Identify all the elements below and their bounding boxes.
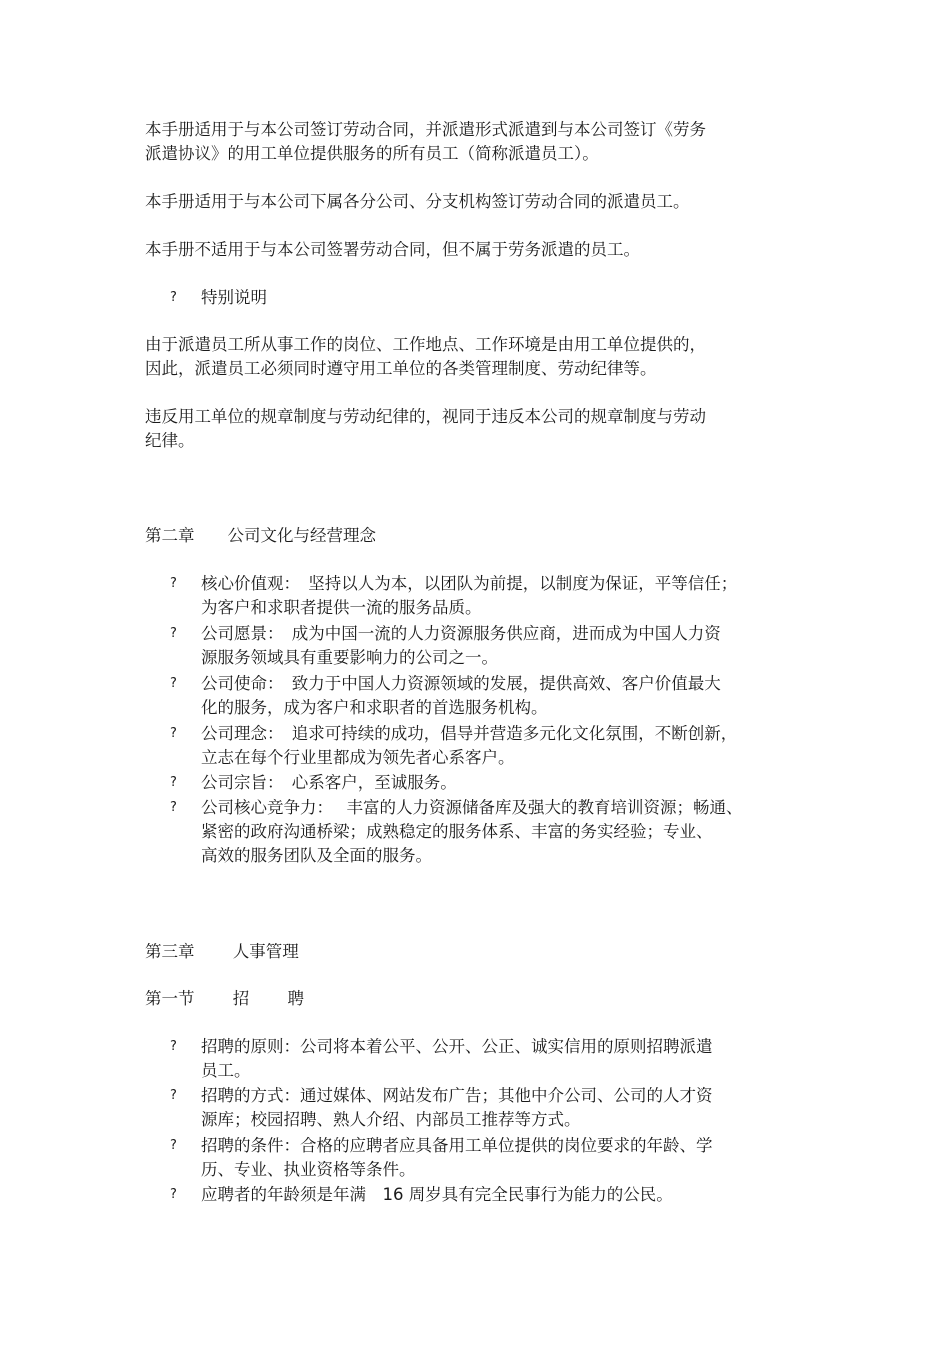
bullet-marker: ? <box>170 290 177 305</box>
scope-paragraph-3: 本手册不适用于与本公司签署劳动合同，但不属于劳务派遣的员工。 <box>145 240 640 259</box>
bullet-marker: ? <box>170 800 177 815</box>
chapter-2-title: 第二章 公司文化与经营理念 <box>145 526 376 545</box>
bullet-marker: ? <box>170 1138 177 1153</box>
bullet-marker: ? <box>170 1039 177 1054</box>
culture-item-text: 公司核心竞争力： 丰富的人力资源储备库及强大的教育培训资源；畅通、 紧密的政府沟通桥梁；成熟稳定的服务体系、丰富的务实经验；专业、 高效的服务团队及全面的服务。 <box>201 798 743 865</box>
bullet-marker: ? <box>170 1088 177 1103</box>
culture-item-text: 公司理念： 追求可持续的成功，倡导并营造多元化文化氛围，不断创新， 立志在每个行业里都成为领先者心系客户。 <box>201 724 738 767</box>
culture-item-text: 核心价值观： 坚持以人为本，以团队为前提，以制度为保证，平等信任； 为客户和求职者提供一流的服务品质。 <box>201 574 738 617</box>
section-title: 第一节 招 聘 <box>145 989 304 1008</box>
bullet-marker: ? <box>170 775 177 790</box>
bullet-marker: ? <box>170 676 177 691</box>
scope-paragraph-1: 本手册适用于与本公司签订劳动合同，并派遣形式派遣到与本公司签订《劳务 派遣协议》的用工单位提供服务的所有员工（简称派遣员工）。 <box>145 120 706 163</box>
bullet-marker: ? <box>170 1187 177 1202</box>
recruitment-item-text: 应聘者的年龄须是年满 16 周岁具有完全民事行为能力的公民。 <box>201 1185 673 1204</box>
culture-item-text: 公司宗旨： 心系客户，至诚服务。 <box>201 773 457 792</box>
scope-paragraph-2: 本手册适用于与本公司下属各分公司、分支机构签订劳动合同的派遣员工。 <box>145 192 690 211</box>
culture-item-text: 公司使命： 致力于中国人力资源领域的发展，提供高效、客户价值最大 化的服务，成为客户和求职者的首选服务机构。 <box>201 674 721 717</box>
culture-item-text: 公司愿景： 成为中国一流的人力资源服务供应商，进而成为中国人力资 源服务领域具有重要影响力的公司之一。 <box>201 624 721 667</box>
chapter-3-title: 第三章 人事管理 <box>145 942 299 961</box>
bullet-marker: ? <box>170 726 177 741</box>
special-note-label: 特别说明 <box>201 288 267 307</box>
recruitment-item-text: 招聘的方式：通过媒体、网站发布广告；其他中介公司、公司的人才资 源库；校园招聘、熟人介绍、内部员工推荐等方式。 <box>201 1086 713 1129</box>
note-paragraph-1: 由于派遣员工所从事工作的岗位、工作地点、工作环境是由用工单位提供的， 因此，派遣员工必须同时遵守用工单位的各类管理制度、劳动纪律等。 <box>145 335 706 378</box>
recruitment-item-text: 招聘的条件：合格的应聘者应具备用工单位提供的岗位要求的年龄、学 历、专业、执业资格等条件。 <box>201 1136 713 1179</box>
recruitment-item-text: 招聘的原则：公司将本着公平、公开、公正、诚实信用的原则招聘派遣 员工。 <box>201 1037 713 1080</box>
note-paragraph-2: 违反用工单位的规章制度与劳动纪律的，视同于违反本公司的规章制度与劳动 纪律。 <box>145 407 706 450</box>
bullet-marker: ? <box>170 576 177 591</box>
bullet-marker: ? <box>170 626 177 641</box>
